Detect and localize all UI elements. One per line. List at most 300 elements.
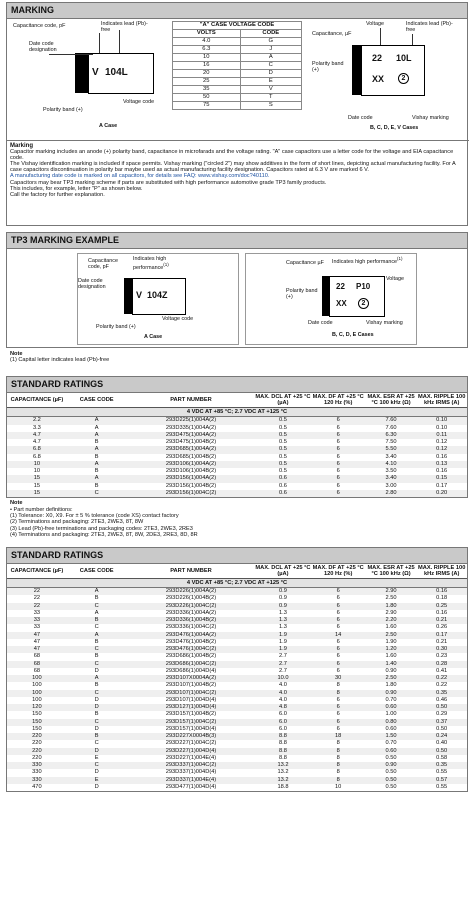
table-cell: 0.9 [255,588,310,596]
table-cell: 2.7 [255,661,310,668]
table-cell: 8.8 [279,754,287,761]
table-cell: 0.9 [279,595,287,602]
table-cell: 293D227(1)004D(4) [127,748,256,755]
table-row [7,588,467,596]
table-cell: A [67,432,127,439]
table-cell: 0.5 [255,417,310,425]
table-cell: 0.70 [385,696,397,703]
table-cell: 0.40 [436,740,448,747]
table-cell: 0.13 [416,461,467,468]
voltage-code-label: Voltage code [123,99,155,105]
table-cell: 293D226(1)004C(2) [127,603,256,610]
tp3-a-chip [132,278,186,315]
table-cell: 6 [311,490,366,497]
a-case-chip [88,53,154,94]
voltage-table-cell: S [240,101,301,109]
table-cell: 6 [311,646,366,653]
table-cell: 293D477(1)004D(4) [165,783,217,790]
marking-description [7,140,469,200]
table-row [7,432,467,439]
cap-code-label: Capacitance code, pF [88,258,118,271]
table-cell: 0.50 [385,783,397,790]
voltage-code-table [172,21,302,110]
table-row [7,468,467,475]
footnote-marker: (1) [163,262,169,268]
marking-desc-paragraph: Capacitors may bear TP3 marking scheme if parts are substituted with high performance automotive grade TP3 family products. [10,179,327,186]
polarity-label: Polarity band (+) [286,288,318,301]
table-cell: 0.16 [416,588,467,596]
table-cell: 293D127(1)004D(4) [127,704,256,711]
table-cell: 8 [336,682,340,689]
column-header: MAX. RIPPLE 100 kHz IRMS (A) [417,564,466,577]
column-header: MAX. DF AT +25 °C 120 Hz (%) [311,564,366,579]
table-cell: E [94,754,99,761]
high-perf-label [133,256,203,271]
table-cell: A [67,588,127,596]
marking-desc-paragraph: A manufacturing date code is marked on all capacitors, for details see FAQ: www.vishay.com/doc?40110. [10,173,270,180]
table-cell: 2.50 [385,595,397,602]
table-cell: 7.50 [385,439,397,446]
table-cell: 293D107X0004A(2) [127,675,256,682]
table-cell: 8 [336,769,340,776]
table-row [7,461,467,468]
table-cell: C [67,719,127,726]
vishay-circle-icon: 2 [358,298,369,309]
table-row [7,617,467,624]
table-cell: 6.30 [366,432,417,439]
table-cell: 2.80 [366,490,417,497]
ratings1-table-wrap [6,393,468,498]
note-line: (3) Lead (Pb)-free terminations and packaging codes: 2TE3, 2WE3, 2RE3 [10,525,193,532]
table-cell: 13.2 [255,762,310,769]
voltage-table-cell: 50 [173,93,241,101]
table-cell: 293D475(1)004B(2) [165,439,217,446]
voltage-table-cell: 6.3 [173,45,241,53]
table-cell: 0.11 [416,432,467,439]
page [6,2,468,792]
table-cell: 0.5 [279,439,287,446]
table-cell: 1.90 [385,638,397,645]
table-cell: 7.60 [385,424,397,431]
table-cell: 293D156(1)004A(2) [127,475,256,482]
table-cell: 6 [311,603,366,610]
column-header: CASE CODE [67,564,127,579]
table-cell: 100 [32,682,42,689]
table-cell: 293D107(1)004C(2) [127,690,256,697]
table-cell: D [94,696,99,703]
table-cell: 0.18 [436,595,448,602]
table-cell: 1.3 [279,624,287,631]
table-cell: 100 [7,675,67,682]
table-cell: 4.7 [7,432,67,439]
table-cell: 330 [7,777,67,784]
table-cell: 293D156(1)004B(2) [165,482,217,489]
table-cell: 0.60 [366,748,417,755]
a-case-caption: A Case [99,123,118,129]
table-cell: B [94,468,99,475]
table-cell: 0.5 [279,453,287,460]
date-code-label: Date code [348,115,373,121]
table-cell: 3.50 [385,468,397,475]
voltage-table-cell: 10 [173,53,241,61]
table-cell: 1.3 [279,609,287,616]
table-cell: B [94,439,99,446]
table-cell: 150 [7,719,67,726]
table-cell: 6 [311,432,366,439]
table-row [7,784,467,791]
table-cell: C [67,690,127,697]
chip-text: 104Z [147,290,168,300]
table-cell: 0.24 [416,733,467,740]
table-cell: 120 [7,704,67,711]
chip-date: XX [372,74,385,84]
column-header: CASE CODE [67,393,127,408]
table-cell: 15 [33,482,41,489]
voltage-table-row [173,85,302,93]
table-cell: 293D106(1)004B(2) [165,468,217,475]
table-row [7,762,467,769]
table-cell: 0.60 [366,704,417,711]
table-cell: B [94,482,99,489]
chip-v: V [136,290,143,300]
table-cell: 2.7 [279,653,287,660]
table-cell: 15 [7,475,67,482]
b-case-caption: B, C, D, E, V Cases [370,125,419,131]
table-cell: 13.2 [277,769,289,776]
table-row [7,475,467,482]
table-cell: 0.26 [436,624,448,631]
table-cell: 10 [335,783,342,790]
table-cell: 0.17 [436,482,448,489]
table-cell: 0.30 [416,646,467,653]
table-cell: 0.55 [436,783,448,790]
table-cell: 0.58 [436,754,448,761]
table-cell: 0.5 [279,468,287,475]
table-cell: 293D106(1)004A(2) [127,461,256,468]
table-cell: 0.90 [366,690,417,697]
table-cell: 0.35 [416,690,467,697]
voltage-table-row [173,69,302,77]
polarity-band [352,45,361,95]
table-cell: 68 [33,653,41,660]
table-row [7,668,467,675]
chip-cap: 22 [336,282,345,291]
table-cell: 0.50 [416,704,467,711]
table-cell: 6.0 [255,719,310,726]
table-row [7,755,467,762]
table-cell: 8 [311,690,366,697]
leader-line [49,54,93,55]
table-cell: 8 [336,740,340,747]
tp3-b-caption: B, C, D, E Cases [332,332,374,338]
table-cell: 47 [33,638,41,645]
table-cell: 0.21 [436,638,448,645]
table-cell: 0.25 [416,603,467,610]
table-cell: 5.50 [366,446,417,453]
table-row [7,697,467,704]
table-cell: D [67,704,127,711]
table-row [7,682,467,689]
chip-date: XX [336,299,347,308]
table-cell: 0.90 [366,762,417,769]
table-cell: 6 [311,588,366,596]
table-cell: D [67,748,127,755]
table-cell: 0.80 [366,719,417,726]
table-cell: D [94,783,99,790]
table-cell: 2.50 [366,632,417,639]
voltage-table-cell: C [240,61,301,69]
table-cell: 6 [311,661,366,668]
table-cell: 6 [336,482,340,489]
table-cell: 4.7 [32,439,41,446]
table-cell: 2.90 [366,588,417,596]
b-case-chip [361,45,425,96]
table-cell: 30 [311,675,366,682]
table-cell: 0.6 [255,490,310,497]
voltage-code-label: Voltage code [162,316,194,322]
note-title: Note [10,500,23,507]
table-cell: 8.8 [279,740,287,747]
table-cell: 0.5 [255,461,310,468]
table-cell: A [94,609,99,616]
table-cell: D [94,667,99,674]
marking-section-header: MARKING [6,2,468,19]
table-cell: C [67,646,127,653]
voltage-table-row [173,37,302,45]
vishay-circle-icon: 2 [398,73,409,84]
table-cell: 6 [336,468,340,475]
table-cell: 1.40 [366,661,417,668]
table-cell: 6 [336,624,340,631]
table-cell: A [67,461,127,468]
chip-voltage: P10 [356,282,371,291]
leadfree-label: Indicates lead (Pb)-free [101,21,148,34]
table-cell: 0.12 [416,446,467,453]
voltage-table-cell: G [240,37,301,45]
polarity-label: Polarity band (+) [96,324,136,330]
table-cell: 293D227(1)004C(2) [165,740,217,747]
voltage-table-row [173,93,302,101]
table-cell: 293D226(1)004B(2) [165,595,217,602]
table-cell: 4.8 [255,704,310,711]
table-cell: 150 [32,711,42,718]
table-cell: C [94,740,99,747]
table-cell: 330 [32,769,42,776]
table-cell: 6 [311,461,366,468]
table-cell: 0.55 [436,769,448,776]
table-cell: 6 [336,609,340,616]
table-cell: 0.22 [436,682,448,689]
table-cell: 33 [33,624,41,631]
marking-section [6,19,468,226]
polarity-label: Polarity band (+) [312,61,344,74]
table-cell: B [94,653,99,660]
polarity-band [322,276,329,316]
table-cell: 293D157(1)004C(2) [127,719,256,726]
table-cell: C [67,762,127,769]
table-cell: 0.5 [255,446,310,453]
table-cell: 0.16 [436,609,448,616]
table-row [7,646,467,653]
leader-line [99,33,100,53]
ratings1-header: STANDARD RATINGS [6,376,468,393]
marking-desc-heading: Marking [10,143,34,149]
ratings2-header: STANDARD RATINGS [6,547,468,564]
table-cell: 220 [7,748,67,755]
table-cell: A [67,417,127,425]
chip-v: V [92,67,99,78]
table-row [7,425,467,432]
table-cell: 13.2 [255,777,310,784]
table-cell: 68 [33,667,41,674]
table-cell: 220 [32,754,42,761]
table-cell: 0.22 [416,675,467,682]
note-line: (1) Tolerance: X0, X9. For ± 5 % tolerance (code XS) contact factory [10,512,179,519]
table-row [7,675,467,682]
table-cell: 0.60 [385,725,397,732]
table-cell: 0.37 [416,719,467,726]
tp3-b-case-diagram [245,253,417,345]
table-cell: B [94,682,99,689]
voltage-table-cell: 20 [173,69,241,77]
note-text: (1) Capital letter indicates lead (Pb)-free [10,357,110,364]
note-line: • Part number definitions: [10,506,73,513]
chip-cap: 22 [372,53,383,63]
table-cell: 293D336(1)004B(2) [127,617,256,624]
table-cell: 2.20 [366,617,417,624]
table-cell: B [94,638,99,645]
voltage-table-cell: T [240,93,301,101]
table-cell: 0.10 [436,424,448,431]
table-cell: 1.60 [385,653,397,660]
b-case-diagram [310,19,468,137]
table-cell: 3.40 [366,475,417,482]
table-cell: 0.23 [436,653,448,660]
table-cell: 293D476(1)004B(2) [165,638,217,645]
table-cell: 10 [7,461,67,468]
voltage-label: Voltage [386,276,404,282]
ratings1-subheader: 4 VDC AT +85 °C; 2.7 VDC AT +125 °C [7,408,467,417]
voltage-table-header: CODE [240,29,301,37]
table-cell: 0.29 [436,711,448,718]
table-row [7,454,467,461]
table-cell: 293D686(1)004B(2) [165,653,217,660]
marking-desc-paragraph: Call the factory for further explanation. [10,191,105,198]
table-row [7,632,467,639]
voltage-table-title: "A" CASE VOLTAGE CODE [173,22,302,30]
table-cell: 2.2 [7,417,67,425]
voltage-label: Voltage [366,21,384,27]
ratings1-table [7,393,467,497]
tp3-note [6,351,468,364]
table-cell: 0.50 [385,754,397,761]
voltage-table-cell: 25 [173,77,241,85]
cap-code-label: Capacitance code, pF [13,23,66,29]
table-cell: 293D225(1)004A(2) [127,417,256,425]
table-cell: 293D685(1)004B(2) [165,453,217,460]
table-cell: 293D686(1)004C(2) [127,661,256,668]
tp3-b-chip [329,276,385,317]
voltage-table-header: VOLTS [173,29,241,37]
table-cell: 0.9 [255,603,310,610]
voltage-table-row [173,61,302,69]
table-row [7,439,467,446]
table-cell: 293D685(1)004A(2) [127,446,256,453]
date-code-label: Date code designation [78,278,106,291]
table-cell: 220 [7,733,67,740]
note-title: Note [10,351,23,357]
table-cell: 4.0 [279,682,287,689]
column-header: MAX. ESR AT +25 °C 100 kHz (Ω) [367,564,415,577]
table-cell: 0.20 [416,490,467,497]
voltage-table-cell: 35 [173,85,241,93]
table-cell: 0.5 [255,432,310,439]
table-cell: 1.9 [279,638,287,645]
polarity-band [75,53,88,93]
table-row [7,490,467,497]
table-cell: 4.0 [255,690,310,697]
table-cell: 0.10 [416,417,467,425]
table-cell: 293D157(1)004B(2) [165,711,217,718]
table-cell: B [67,733,127,740]
table-cell: 8 [311,762,366,769]
table-cell: 0.16 [436,453,448,460]
table-cell: C [67,490,127,497]
date-code-label: Date code designation [29,41,57,54]
tp3-a-case-diagram [77,253,239,345]
high-perf-text: Indicates high performance [133,256,167,271]
table-cell: 1.3 [255,617,310,624]
voltage-table-row [173,77,302,85]
table-row [7,740,467,747]
table-cell: 293D335(1)004A(2) [165,424,217,431]
table-row [7,446,467,453]
table-cell: 22 [7,603,67,610]
table-cell: 1.9 [255,646,310,653]
table-cell: 6 [336,453,340,460]
voltage-table-cell: 4.0 [173,37,241,45]
table-cell: 220 [32,740,42,747]
tp3-a-caption: A Case [144,334,163,340]
vishay-marking-label: Vishay marking [412,115,449,121]
table-cell: 47 [7,646,67,653]
table-cell: 6.0 [279,725,287,732]
table-cell: 1.60 [385,624,397,631]
capacitance-label: Capacitance, µF [312,31,352,37]
table-cell: 2.90 [385,609,397,616]
table-cell: 0.57 [416,777,467,784]
table-cell: 6.8 [32,453,41,460]
table-cell: 68 [7,661,67,668]
table-cell: C [67,603,127,610]
table-cell: 6 [336,638,340,645]
table-row [7,639,467,646]
table-row [7,624,467,631]
table-cell: 14 [311,632,366,639]
table-cell: 3.00 [385,482,397,489]
voltage-table-cell: 75 [173,101,241,109]
table-cell: 6 [336,725,340,732]
table-cell: 330 [7,762,67,769]
table-cell: A [67,446,127,453]
table-row [7,711,467,718]
table-cell: 293D336(1)004A(2) [165,609,217,616]
table-cell: 293D226(1)004A(2) [127,588,256,596]
table-cell: 6 [336,711,340,718]
table-cell: 293D227X0004B(3) [127,733,256,740]
marking-desc-paragraph: This includes, for example, letter "P" as shown below. [10,185,143,192]
table-cell: 0.35 [416,762,467,769]
